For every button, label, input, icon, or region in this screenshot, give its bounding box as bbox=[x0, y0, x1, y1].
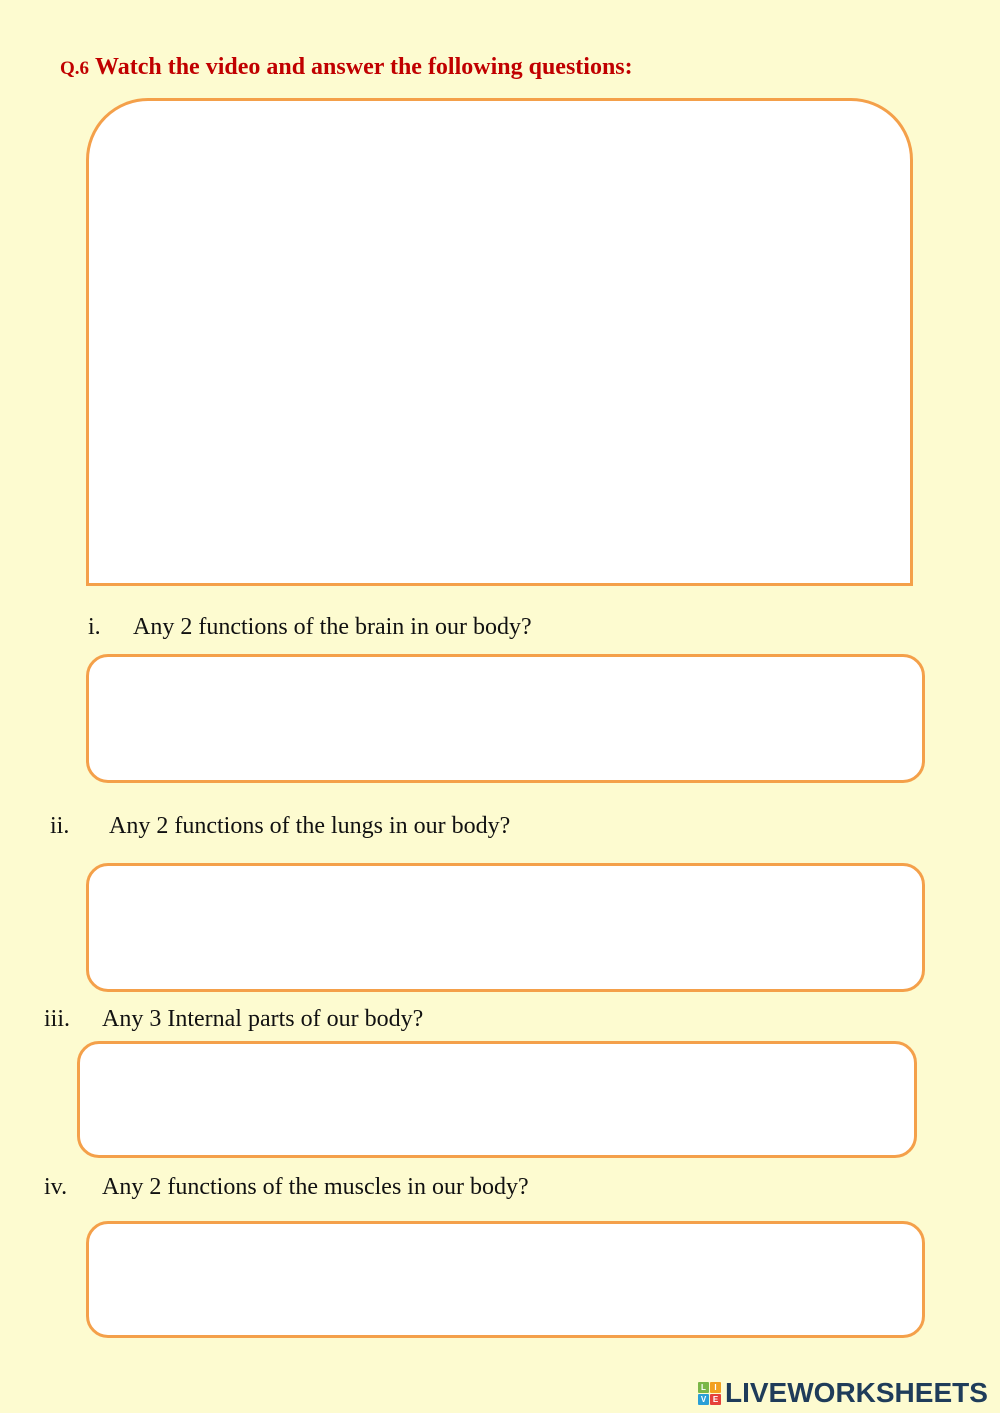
question-heading bbox=[60, 54, 633, 81]
question-4-text: Any 2 functions of the muscles in our body? bbox=[102, 1174, 529, 1200]
answer-box-3[interactable] bbox=[77, 1041, 917, 1158]
logo-tile-e: E bbox=[710, 1394, 721, 1405]
liveworksheets-logo-icon bbox=[698, 1382, 721, 1405]
liveworksheets-logo bbox=[698, 1377, 988, 1409]
question-2-text: Any 2 functions of the lungs in our body? bbox=[109, 813, 511, 839]
question-1-text: Any 2 functions of the brain in our body? bbox=[133, 614, 532, 640]
logo-tile-i: I bbox=[710, 1382, 721, 1393]
answer-box-2[interactable] bbox=[86, 863, 925, 992]
question-instruction: Watch the video and answer the following questions: bbox=[95, 54, 633, 80]
logo-tile-l: L bbox=[698, 1382, 709, 1393]
question-2-numeral: ii. bbox=[50, 813, 70, 839]
question-number: Q.6 bbox=[60, 58, 90, 79]
question-3-numeral: iii. bbox=[44, 1006, 71, 1032]
answer-box-4[interactable] bbox=[86, 1221, 925, 1338]
question-1-numeral: i. bbox=[88, 614, 101, 640]
question-4-numeral: iv. bbox=[44, 1174, 68, 1200]
question-3-text: Any 3 Internal parts of our body? bbox=[102, 1006, 424, 1032]
video-player[interactable] bbox=[86, 98, 913, 586]
logo-tile-v: V bbox=[698, 1394, 709, 1405]
liveworksheets-logo-text: LIVEWORKSHEETS bbox=[725, 1377, 988, 1408]
answer-box-1[interactable] bbox=[86, 654, 925, 783]
